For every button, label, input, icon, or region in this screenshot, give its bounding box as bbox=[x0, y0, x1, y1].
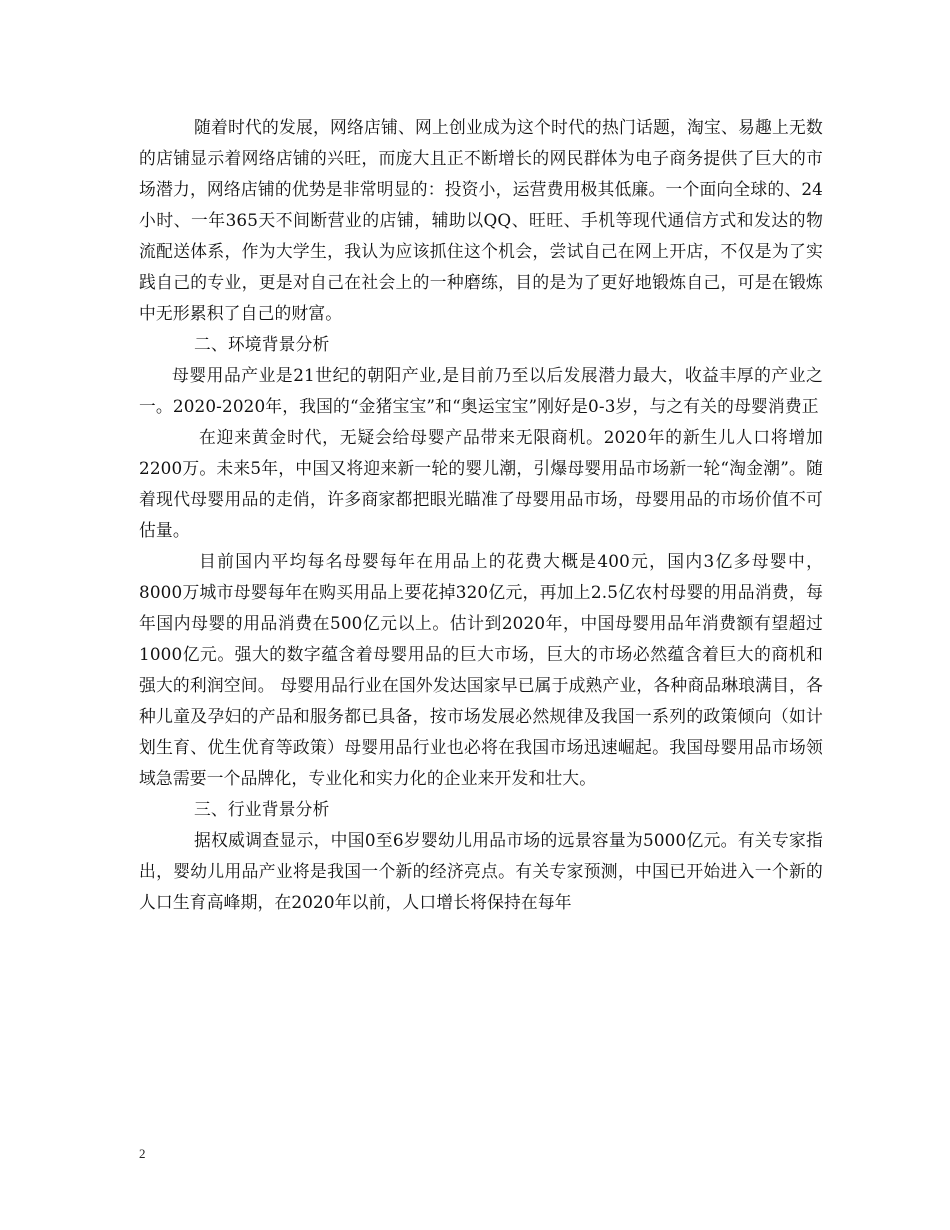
paragraph-golden-age: 在迎来黄金时代，无疑会给母婴产品带来无限商机。2020年的新生儿人口将增加2200万。未来5年，中国又将迎来新一轮的婴儿潮，引爆母婴用品市场新一轮“淘金潮”。随着现代母婴用品的走俏，许多商家都把眼光瞄准了母婴用品市场，母婴用品的市场价值不可估量。 bbox=[139, 427, 823, 540]
page-number: 2 bbox=[139, 1146, 146, 1161]
paragraph-market-spending: 目前国内平均每名母婴每年在用品上的花费大概是400元，国内3亿多母婴中，8000万城市母婴每年在购买用品上要花掉320亿元，再加上2.5亿农村母婴的用品消费，每年国内母婴的用品消费在500亿元以上。估计到2020年，中国母婴用品年消费额有望超过1000亿元。强大的数字蕴含着母婴用品的巨大市场，巨大的市场必然蕴含着巨大的商机和强大的利润空间。 母婴用品行业在国外发达国家早已属于成熟产业，各种商品琳琅满目，各种儿童及孕妇的产品和服务都已具备，按市场发展必然规律及我国一系列的政策倾向（如计划生育、优生优育等政策）母婴用品行业也必将在我国市场迅速崛起。我国母婴用品市场领域急需要一个品牌化，专业化和实力化的企业来开发和壮大。 bbox=[139, 551, 823, 788]
section-heading-environment: 二、环境背景分析 bbox=[194, 334, 330, 354]
paragraph-maternal-industry: 母婴用品产业是21世纪的朝阳产业,是目前乃至以后发展潜力最大，收益丰厚的产业之一。2020-2020年，我国的“金猪宝宝”和“奥运宝宝”刚好是0-3岁，与之有关的母婴消费正 bbox=[139, 365, 823, 416]
document-body bbox=[139, 112, 823, 918]
paragraph-online-store-intro: 随着时代的发展，网络店铺、网上创业成为这个时代的热门话题，淘宝、易趣上无数的店铺显示着网络店铺的兴旺，而庞大且正不断增长的网民群体为电子商务提供了巨大的市场潜力，网络店铺的优势是非常明显的：投资小，运营费用极其低廉。一个面向全球的、24小时、一年365天不间断营业的店铺，辅助以QQ、旺旺、手机等现代通信方式和发达的物流配送体系，作为大学生，我认为应该抓住这个机会，尝试自己在网上开店，不仅是为了实践自己的专业，更是对自己在社会上的一种磨练，目的是为了更好地锻炼自己，可是在锻炼中无形累积了自己的财富。 bbox=[139, 117, 823, 323]
section-heading-industry: 三、行业背景分析 bbox=[194, 799, 330, 819]
paragraph-survey-market: 据权威调查显示，中国0至6岁婴幼儿用品市场的远景容量为5000亿元。有关专家指出，婴幼儿用品产业将是我国一个新的经济亮点。有关专家预测，中国已开始进入一个新的人口生育高峰期，在2020年以前，人口增长将保持在每年 bbox=[139, 830, 823, 912]
